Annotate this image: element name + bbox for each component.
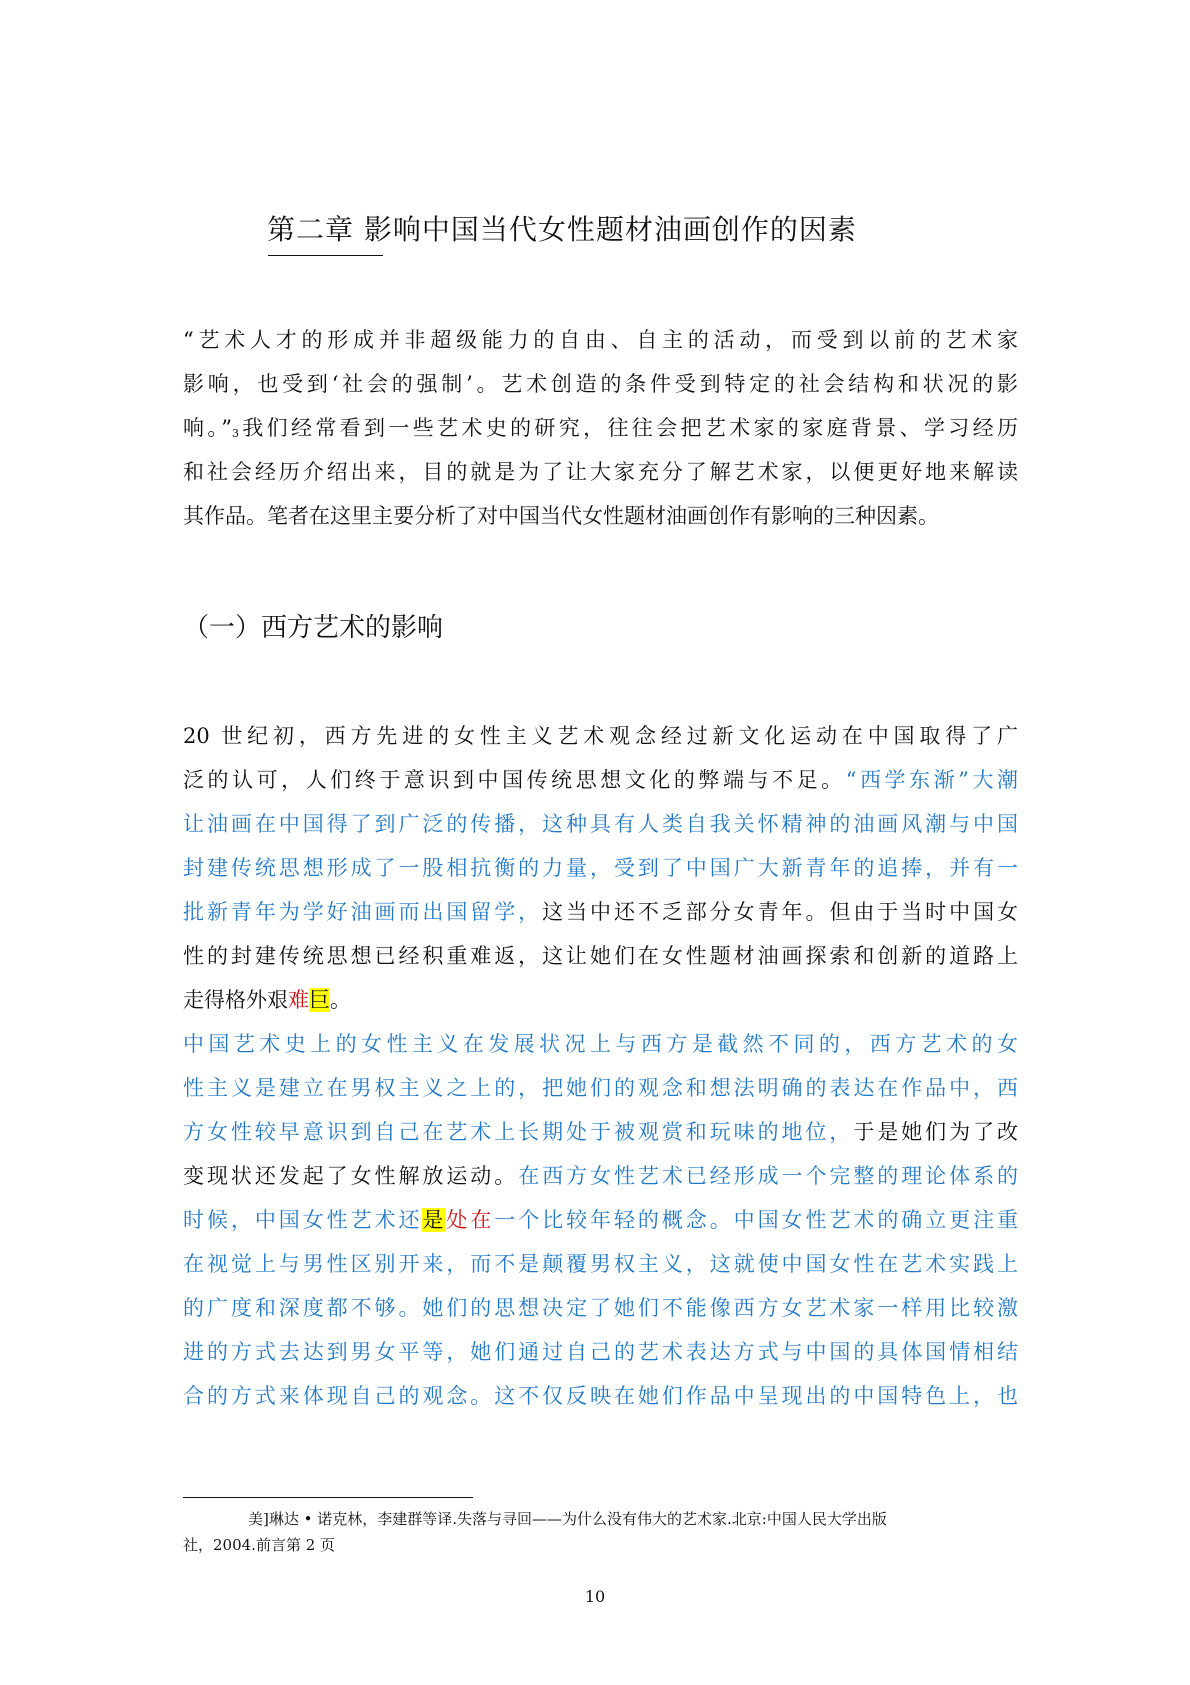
western-influence-paragraph (183, 714, 1018, 1022)
text-run: 是 (422, 1208, 447, 1232)
text-line (183, 1022, 1018, 1066)
section-heading: （一）西方艺术的影响 (183, 613, 444, 643)
text-run: 合的方式来体现自己的观念。 (183, 1384, 495, 1408)
text-line (183, 1110, 1018, 1154)
text-line (183, 1066, 1018, 1110)
footnote-marker: 3 (231, 427, 239, 440)
text-line (183, 846, 1018, 890)
text-run: 的广度和深度都不够。 (183, 1296, 423, 1320)
text-run: 一个比较年轻的概念。中国女性艺术的确立更注重 (494, 1208, 1019, 1232)
text-run: 这当中还不乏部分女青年。但由于当时中国女 (542, 900, 1019, 924)
page-number: 10 (584, 1587, 606, 1606)
text-run: 封建传统思想形成了一股相抗衡的力量，受到了中国广大新青年的追捧，并有一 (183, 856, 1018, 880)
text-run: 影响，也受到‘社会的强制’。艺术创造的条件受到特定的社会结构和状况的影 (183, 372, 1018, 396)
text-run: 和社会经历介绍出来，目的就是为了让大家充分了解艺术家，以便更好地来解读 (183, 460, 1018, 484)
text-run: 在西方女性艺术已经形成一个完整的理论体系的 (518, 1164, 1019, 1188)
footnote-line: 美]琳达 • 诺克林，李建群等译.失落与寻回——为什么没有伟大的艺术家.北京:中国人民大学出版 (248, 1510, 887, 1528)
text-line (183, 318, 1018, 362)
text-line (183, 890, 1018, 934)
text-run: 其作品。笔者在这里主要分析了对中国当代女性题材油画创作有影响的三种因素。 (183, 504, 939, 528)
text-line (183, 1374, 1018, 1418)
footnote (183, 1506, 1003, 1558)
chapter-title-underline (268, 255, 383, 256)
text-run: 批新青年为学好油画而出国留学， (183, 900, 543, 924)
text-run: 响。” (183, 416, 232, 440)
text-run: 于是她们为了改 (853, 1120, 1019, 1144)
text-run: “艺术人才的形成并非超级能力的自由、自主的活动，而受到以前的艺术家 (183, 328, 1018, 352)
text-run: 20 世纪初，西方先进的女性主义艺术观念经过新文化运动在中国取得了广 (183, 724, 1018, 748)
text-run: 她们的思想决定了她们不能像西方女艺术家一样用比较激 (422, 1296, 1019, 1320)
text-run: 让油画在中国得了到广泛的传播，这种具有人类自我关怀精神的油画风潮与中国 (183, 812, 1018, 836)
text-run: 在视觉上与男性区别开来，而不是颠覆男权主义，这就使中国女性在艺术实践上 (183, 1252, 1018, 1276)
text-run: 性主义是建立在男权主义之上的，把她们的观念和想法明确的表达在作品中，西 (183, 1076, 1018, 1100)
chapter-title: 第二章 影响中国当代女性题材油画创作的因素 (267, 213, 857, 246)
footnote-rule (183, 1497, 473, 1498)
text-line (183, 934, 1018, 978)
text-run: 中国艺术史上的女性主义在发展状况上与西方是截然不同的，西方艺术的女 (183, 1032, 1018, 1056)
text-line (183, 978, 1018, 1022)
text-line (183, 802, 1018, 846)
text-line (183, 450, 1018, 494)
text-run: 方女性较早意识到自己在艺术上长期处于被观赏和玩味的地位， (183, 1120, 854, 1144)
text-line (183, 362, 1018, 406)
text-run: 。 (330, 988, 351, 1012)
text-line (183, 758, 1018, 802)
footnote-line: 社，2004.前言第 2 页 (183, 1536, 336, 1554)
text-run: 难 (288, 988, 309, 1012)
text-run: 巨 (309, 988, 330, 1012)
text-run: 变现状还发起了女性解放运动。 (183, 1164, 519, 1188)
text-run: “西学东渐”大潮 (845, 768, 1018, 792)
text-line (183, 494, 1018, 538)
text-run: 进的方式去达到男女平等，她们通过自己的艺术表达方式与中国的具体国情相结 (183, 1340, 1018, 1364)
text-line (183, 1154, 1018, 1198)
chinese-feminism-paragraph (183, 1022, 1018, 1418)
text-line (183, 714, 1018, 758)
text-run: 这不仅反映在她们作品中呈现出的中国特色上，也 (494, 1384, 1018, 1408)
text-line (183, 1198, 1018, 1242)
text-run: 走得格外艰 (183, 988, 288, 1012)
text-line (183, 406, 1018, 450)
text-run: 泛的认可，人们终于意识到中国传统思想文化的弊端与不足。 (183, 768, 846, 792)
text-line (183, 1330, 1018, 1374)
intro-paragraph (183, 318, 1018, 538)
text-run: 时候，中国女性艺术还 (183, 1208, 423, 1232)
text-run: 性的封建传统思想已经积重难返，这让她们在女性题材油画探索和创新的道路上 (183, 944, 1018, 968)
text-run: 我们经常看到一些艺术史的研究，往往会把艺术家的家庭背景、学习经历 (238, 416, 1018, 440)
text-line (183, 1286, 1018, 1330)
text-run: 处在 (446, 1208, 495, 1232)
text-line (183, 1242, 1018, 1286)
